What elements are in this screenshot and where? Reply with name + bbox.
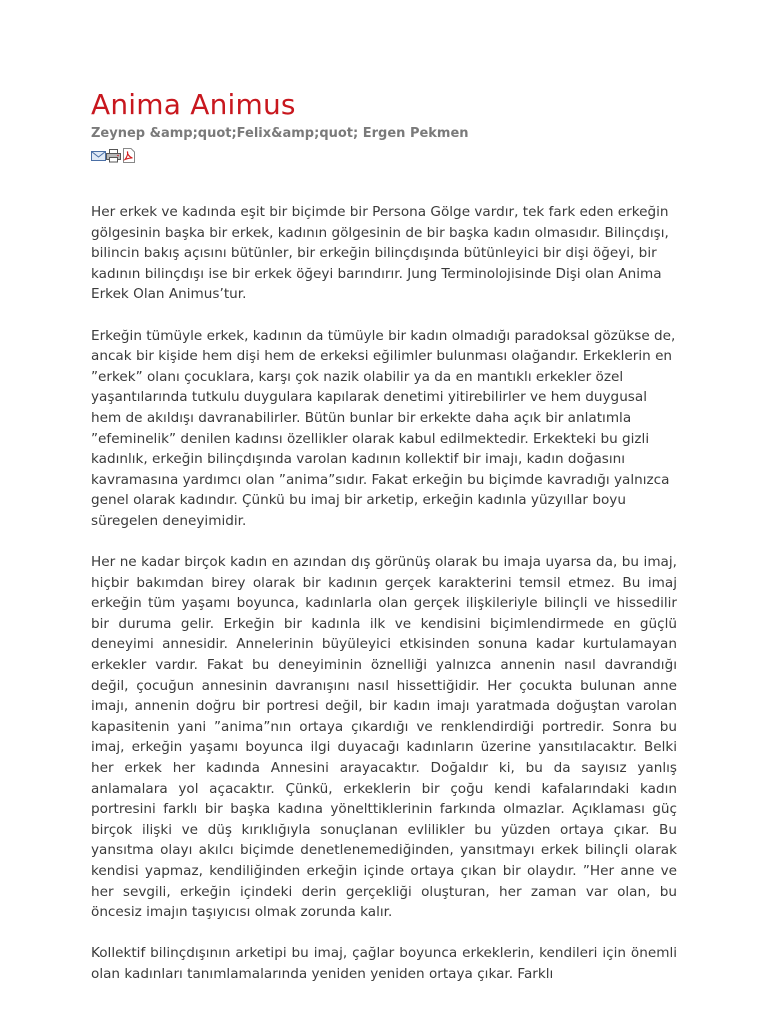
article-title: Anima Animus bbox=[91, 88, 296, 121]
article-actions bbox=[91, 147, 136, 163]
paragraph: Her erkek ve kadında eşit bir biçimde bir Persona Gölge vardır, tek fark eden erkeğin gölgesinin başka bir erkek, kadının gölgesinin de bir başka kadın olmasıdır. Bilinçdışı, bilincin bakış açısını bütünler, bir erkeğin bilinçdışında bütünleyici bir dişi öğeyi, bir kadının bilinçdışı ise bir erkek öğeyi barındırır. Jung Terminolojisinde Dişi olan Anima Erkek Olan Animus’tur. bbox=[91, 204, 669, 303]
paragraph: Erkeğin tümüyle erkek, kadının da tümüyle bir kadın olmadığı paradoksal gözükse de, ancak bir kişide hem dişi hem de erkeksi eğilimler bulunması olağandır. Erkeklerin en ”erkek” olanı çocuklara, karşı çok nazik olabilir ya da en mantıklı erkekler özel yaşantılarında tutkulu duygulara kapılarak denetimi yitirebilirler ve hem duygusal hem de akıldışı davranabilirler. Bütün bunlar bir erkekte daha açık bir anlatımla ”efeminelik” denilen kadınsı özellikler olarak kabul edilmektedir. Erkekteki bu gizli kadınlık, erkeğin bilinçdışında varolan kadının kollektif bir imajı, kadın doğasını kavramasına yardımcı olan ”anima”sıdır. Fakat erkeğin bu biçimde kavradığı yalnızca genel olarak kadındır. Çünkü bu imaj bir arketip, erkeğin kadınla yüzyıllar boyu süregelen deneyimidir. bbox=[91, 327, 676, 529]
article-body bbox=[91, 202, 677, 1005]
paragraph: Her ne kadar birçok kadın en azından dış görünüş olarak bu imaja uyarsa da, bu imaj, hiçbir bakımdan birey olarak bir kadının gerçek karakterini temsil etmez. Bu imaj erkeğin tüm yaşamı boyunca, kadınlarla olan gerçek ilişkileriyle bilinçli ve hissedilir bir duruma gelir. Erkeğin bir kadınla ilk ve kendisini biçimlendirmede en güçlü deneyimi annesidir. Annelerinin büyüleyici etkisinden sonuna kadar kurtulamayan erkekler vardır. Fakat bu deneyiminin öznelliği yalnızca annenin nasıl davrandığı değil, çocuğun annesinin davranışını nasıl hissettiğidir. Her çocukta bulunan anne imajı, annenin doğru bir portresi değil, bir kadın imajı yaratmada doğuştan varolan kapasitenin yani ”anima”nın ortaya çıkardığı ve renklendirdiği portredir. Sonra bu imaj, erkeğin yaşamı boyunca ilgi duyacağı kadınların üzerine yansıtılacaktır. Belki her erkek her kadında Annesini arayacaktır. Doğaldır ki, bu da sayısız yanlış anlamalara yol açacaktır. Çünkü, erkeklerin bir çoğu kendi kafalarındaki kadın portresini farklı bir başka kadına yönelttiklerinin farkında olmazlar. Açıklaması güç birçok ilişki ve düş kırıklığıyla sonuçlanan evlilikler bu yüzden ortaya çıkar. Bu yansıtma olayı akılcı biçimde denetlenemediğinden, yansıtmayı erkek bilinçli olarak kendisi yapmaz, kendiliğinden erkeğin içinde ortaya çıkan bir olaydır. ”Her anne ve her sevgili, erkeğin içindeki derin gerçekliği oluşturan, her zaman var olan, bu öncesiz imajın taşıyıcısı olmak zorunda kalır. bbox=[91, 554, 677, 921]
pdf-icon[interactable] bbox=[121, 148, 136, 163]
print-icon[interactable] bbox=[106, 148, 121, 163]
email-icon[interactable] bbox=[91, 148, 106, 163]
paragraph: Kollektif bilinçdışının arketipi bu imaj, çağlar boyunca erkeklerin, kendileri için önemli olan kadınları tanımlamalarında yeniden yeniden ortaya çıkar. Farklı bbox=[91, 945, 677, 982]
article-author: Zeynep &amp;quot;Felix&amp;quot; Ergen Pekmen bbox=[91, 126, 469, 141]
